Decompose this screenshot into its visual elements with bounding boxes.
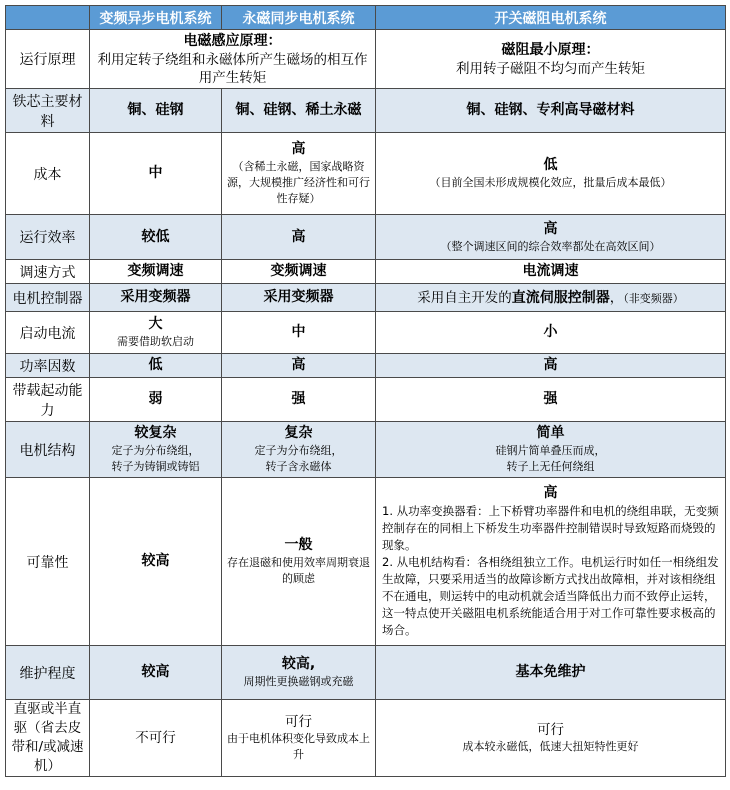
motor-comparison-table [5, 5, 726, 777]
cell-start-current-async [90, 312, 222, 354]
row-core [6, 89, 726, 133]
cell-controller-async: 采用变频器 [90, 284, 222, 312]
row-cost [6, 133, 726, 215]
structure-srm-main: 简单 [536, 425, 565, 441]
comparison-table-wrapper [5, 5, 725, 777]
structure-pm-l2: 转子含永磁体 [265, 460, 332, 473]
row-label-speed: 调速方式 [6, 260, 90, 284]
direct-drive-srm-main: 可行 [537, 722, 564, 738]
row-maintenance [6, 646, 726, 700]
structure-srm-l1: 硅钢片简单叠压而成， [495, 444, 606, 457]
principle-srm-title: 磁阻最小原理： [501, 41, 600, 58]
cell-power-factor-async: 低 [90, 354, 222, 378]
row-label-direct-drive: 直驱或半直驱（省去皮带和/或减速机） [6, 700, 90, 777]
row-structure [6, 422, 726, 478]
start-current-async-note: 需要借助软启动 [117, 335, 194, 348]
row-label-cost: 成本 [6, 133, 90, 215]
cell-efficiency-pm: 高 [222, 215, 376, 260]
header-srm: 开关磁阻电机系统 [376, 6, 726, 30]
controller-srm-note: （非变频器） [623, 292, 684, 305]
cell-maintenance-pm [222, 646, 376, 700]
row-efficiency [6, 215, 726, 260]
cell-power-factor-srm: 高 [376, 354, 726, 378]
row-power-factor [6, 354, 726, 378]
start-current-async-main: 大 [148, 316, 163, 332]
cell-structure-srm [376, 422, 726, 478]
row-label-controller: 电机控制器 [6, 284, 90, 312]
cell-structure-pm [222, 422, 376, 478]
controller-srm-post: ， [609, 290, 624, 306]
row-controller [6, 284, 726, 312]
cell-core-srm: 铜、硅钢、专利高导磁材料 [376, 89, 726, 133]
cell-speed-async: 变频调速 [90, 260, 222, 284]
cell-core-async: 铜、硅钢 [90, 89, 222, 133]
principle-left-title: 电磁感应原理： [183, 32, 282, 49]
cost-srm-main: 低 [543, 157, 558, 173]
cell-direct-drive-async: 不可行 [90, 700, 222, 777]
controller-srm-pre: 采用自主开发的 [417, 290, 512, 306]
reliability-srm-p1: 1. 从功率变换器看：上下桥臂功率器件和电机的绕组串联，无变频控制存在的同相上下桥发生功率器件控制错误时导致短路而烧毁的现象。 [382, 504, 719, 552]
cell-speed-srm: 电流调速 [376, 260, 726, 284]
structure-srm-l2: 转子上无任何绕组 [506, 460, 595, 473]
header-async: 变频异步电机系统 [90, 6, 222, 30]
efficiency-srm-main: 高 [543, 220, 558, 237]
cost-pm-note: （含稀土永磁，国家战略资源，大规模推广经济性和可行性存疑） [227, 160, 370, 205]
structure-pm-main: 复杂 [284, 425, 313, 441]
structure-async-l2: 转子为铸铜或铸铝 [111, 460, 200, 473]
header-row [6, 6, 726, 30]
structure-pm-l1: 定子为分布绕组， [254, 444, 343, 457]
cell-structure-async [90, 422, 222, 478]
cell-direct-drive-pm [222, 700, 376, 777]
row-label-structure: 电机结构 [6, 422, 90, 478]
cell-cost-pm [222, 133, 376, 215]
structure-async-main: 较复杂 [134, 425, 177, 441]
direct-drive-srm-note: 成本较永磁低，低速大扭矩特性更好 [462, 740, 639, 753]
row-label-power-factor: 功率因数 [6, 354, 90, 378]
reliability-srm-main: 高 [543, 485, 558, 501]
cost-pm-main: 高 [291, 141, 306, 157]
row-direct-drive [6, 700, 726, 777]
cell-speed-pm: 变频调速 [222, 260, 376, 284]
cell-load-start-async: 弱 [90, 378, 222, 422]
maintenance-pm-note: 周期性更换磁钢或充磁 [243, 675, 354, 688]
cell-core-pm: 铜、硅钢、稀土永磁 [222, 89, 376, 133]
row-label-reliability: 可靠性 [6, 478, 90, 646]
row-load-start [6, 378, 726, 422]
cell-efficiency-async: 较低 [90, 215, 222, 260]
cell-principle-async-pm [90, 30, 376, 89]
row-label-load-start: 带载起动能力 [6, 378, 90, 422]
cell-start-current-pm: 中 [222, 312, 376, 354]
controller-srm-bold: 直流伺服控制器 [511, 290, 610, 306]
row-label-principle: 运行原理 [6, 30, 90, 89]
cell-maintenance-srm: 基本免维护 [376, 646, 726, 700]
cell-maintenance-async: 较高 [90, 646, 222, 700]
efficiency-srm-note: （整个调速区间的综合效率都处在高效区间） [440, 239, 661, 253]
row-label-start-current: 启动电流 [6, 312, 90, 354]
maintenance-pm-main: 较高, [281, 656, 316, 672]
reliability-pm-main: 一般 [284, 537, 313, 553]
cell-efficiency-srm [376, 215, 726, 260]
cell-power-factor-pm: 高 [222, 354, 376, 378]
direct-drive-pm-note: 由于电机体积变化导致成本上升 [227, 732, 370, 761]
cell-principle-srm [376, 30, 726, 89]
reliability-pm-note: 存在退磁和使用效率周期衰退的顾虑 [227, 556, 370, 585]
cell-load-start-srm: 强 [376, 378, 726, 422]
cell-reliability-async: 较高 [90, 478, 222, 646]
header-pm: 永磁同步电机系统 [222, 6, 376, 30]
row-start-current [6, 312, 726, 354]
cell-reliability-pm [222, 478, 376, 646]
cost-srm-note: （目前全国未形成规模化效应，批量后成本最低） [429, 176, 672, 189]
row-speed [6, 260, 726, 284]
reliability-srm-p2: 2. 从电机结构看：各相绕组独立工作。电机运行时如任一相绕组发生故障，只要采用适当的故障诊断方式找出故障相，并对该相绕组不在通电，则运转中的电动机就会适当降低出力而不致停止运转，这一特点使开关磁阻电机系统能适合用于对工作可靠性要求极高的场合。 [382, 555, 719, 637]
cell-start-current-srm: 小 [376, 312, 726, 354]
row-principle [6, 30, 726, 89]
principle-srm-desc: 利用转子磁阻不均匀而产生转矩 [456, 60, 645, 77]
cell-cost-async: 中 [90, 133, 222, 215]
row-label-core: 铁芯主要材料 [6, 89, 90, 133]
cell-cost-srm [376, 133, 726, 215]
header-blank [6, 6, 90, 30]
cell-controller-srm [376, 284, 726, 312]
cell-reliability-srm [376, 478, 726, 646]
row-label-efficiency: 运行效率 [6, 215, 90, 260]
structure-async-l1: 定子为分布绕组， [111, 444, 200, 457]
principle-left-desc: 利用定转子绕组和永磁体所产生磁场的相互作用产生转矩 [97, 51, 368, 86]
cell-controller-pm: 采用变频器 [222, 284, 376, 312]
direct-drive-pm-main: 可行 [285, 714, 312, 730]
row-reliability [6, 478, 726, 646]
cell-load-start-pm: 强 [222, 378, 376, 422]
cell-direct-drive-srm [376, 700, 726, 777]
row-label-maintenance: 维护程度 [6, 646, 90, 700]
